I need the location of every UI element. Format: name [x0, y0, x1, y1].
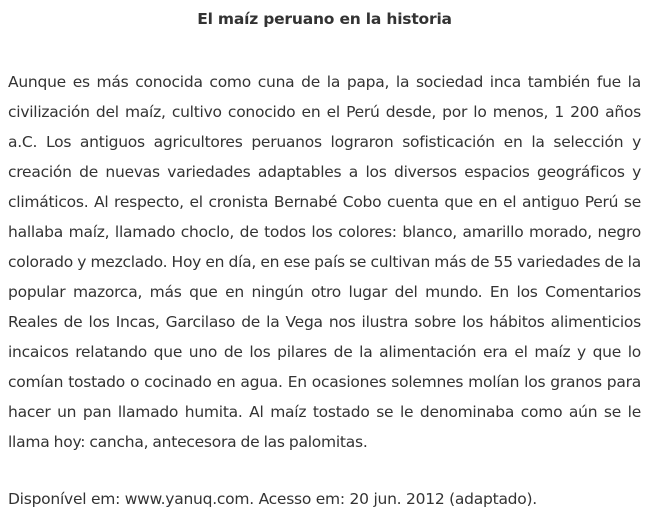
paragraph-line: creación de nuevas variedades adaptables a los diversos espacios geográficos y — [8, 163, 641, 181]
paragraph-line: hallaba maíz, llamado choclo, de todos los colores: blanco, amarillo morado, negro — [8, 223, 641, 241]
paragraph-line: colorado y mezclado. Hoy en día, en ese país se cultivan más de 55 variedades de la — [8, 253, 641, 271]
paragraph-line: popular mazorca, más que en ningún otro lugar del mundo. En los Comentarios — [8, 283, 641, 301]
paragraph-line: llama hoy: cancha, antecesora de las palomitas. — [8, 433, 368, 451]
paragraph-line: Aunque es más conocida como cuna de la papa, la sociedad inca también fue la — [8, 73, 641, 91]
document — [8, 0, 641, 512]
paragraph-line: civilización del maíz, cultivo conocido en el Perú desde, por lo menos, 1 200 años — [8, 103, 641, 121]
paragraph-line: a.C. Los antiguos agricultores peruanos lograron sofisticación en la selección y — [8, 133, 641, 151]
paragraph-line: comían tostado o cocinado en agua. En ocasiones solemnes molían los granos para — [8, 373, 641, 391]
document-title: El maíz peruano en la historia — [197, 10, 452, 28]
paragraph-line: climáticos. Al respecto, el cronista Bernabé Cobo cuenta que en el antiguo Perú se — [8, 193, 641, 211]
paragraph-line: hacer un pan llamado humita. Al maíz tostado se le denominaba como aún se le — [8, 403, 641, 421]
paragraph-line: Reales de los Incas, Garcilaso de la Vega nos ilustra sobre los hábitos alimenticios — [8, 313, 641, 331]
document-paragraph — [8, 67, 641, 457]
source-citation: Disponível em: www.yanuq.com. Acesso em: 20 jun. 2012 (adaptado). — [8, 490, 537, 508]
paragraph-line: incaicos relatando que uno de los pilares de la alimentación era el maíz y que lo — [8, 343, 641, 361]
